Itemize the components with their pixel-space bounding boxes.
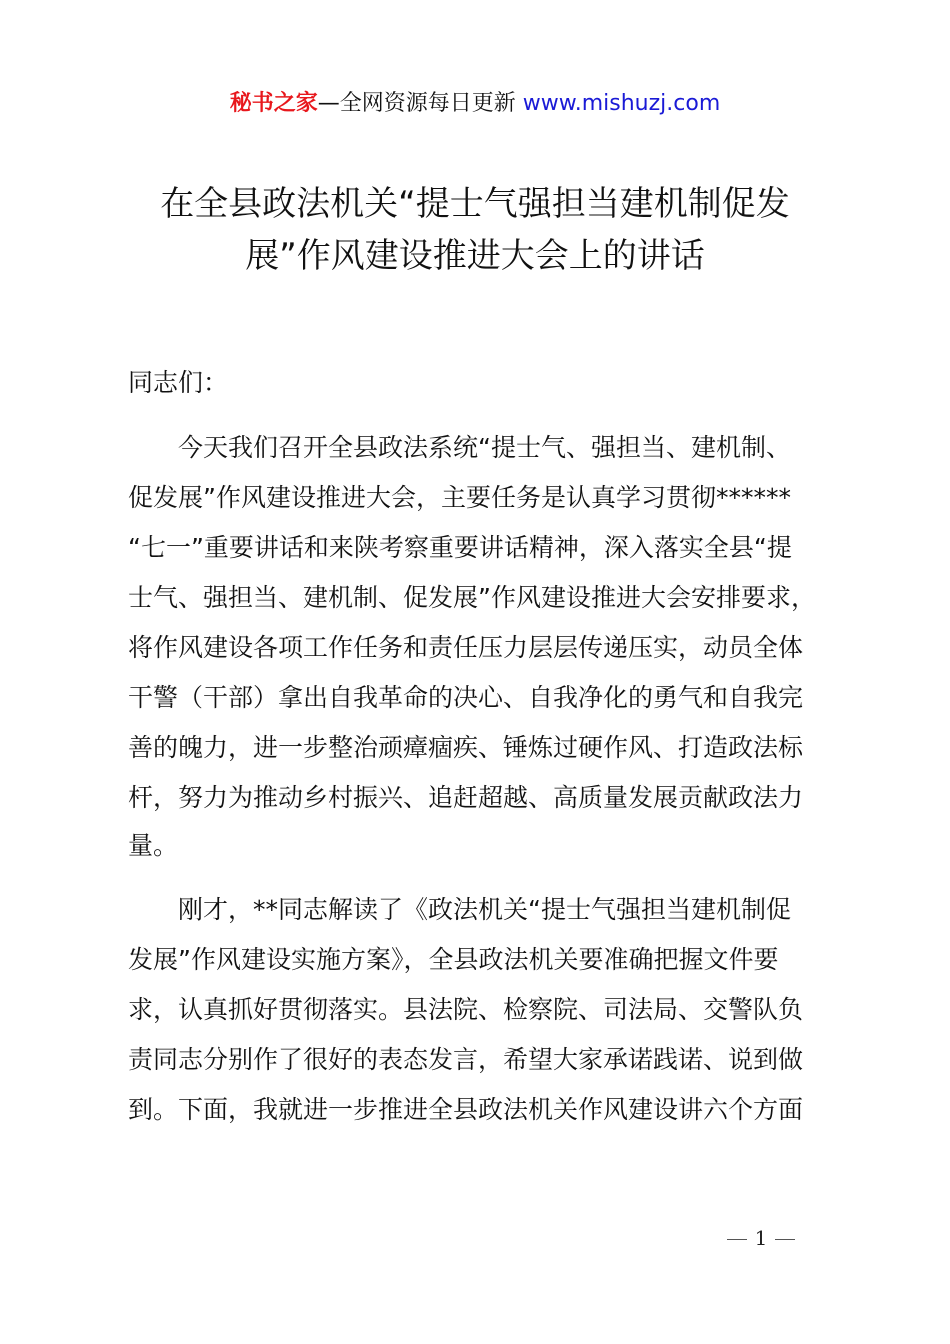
site-url-link[interactable]: www.mishuzj.com (522, 91, 721, 116)
page-number (716, 1226, 806, 1250)
paragraph-line: 善的魄力，进一步整治顽瘴痼疾、锤炼过硬作风、打造政法标 (128, 733, 804, 762)
paragraph-line: 量。 (128, 831, 179, 860)
dash-left (727, 1239, 747, 1240)
paragraph-line: 发展”作风建设实施方案》，全县政法机关要准确把握文件要 (128, 945, 779, 974)
paragraph-line: 干警（干部）拿出自我革命的决心、自我净化的勇气和自我完 (128, 683, 804, 712)
paragraph-line: 士气、强担当、建机制、促发展”作风建设推进大会安排要求， (128, 583, 816, 612)
header-slogan: —全网资源每日更新 (317, 91, 516, 116)
paragraph-line: 刚才，**同志解读了《政法机关“提士气强担当建机制促 (178, 895, 791, 924)
paragraph-line: 到。下面，我就进一步推进全县政法机关作风建设讲六个方面 (128, 1095, 804, 1124)
dash-right (775, 1239, 795, 1240)
paragraph-line: 促发展”作风建设推进大会，主要任务是认真学习贯彻****** (128, 483, 791, 512)
paragraph-line: 今天我们召开全县政法系统“提士气、强担当、建机制、 (178, 433, 791, 462)
salutation: 同志们： (128, 368, 229, 397)
brand-name: 秘书之家 (229, 91, 318, 116)
paragraph-line: 责同志分别作了很好的表态发言，希望大家承诺践诺、说到做 (128, 1045, 804, 1074)
document-title (100, 178, 850, 282)
site-header (0, 88, 950, 120)
page-number-value: 1 (754, 1226, 768, 1250)
paragraph-line: 将作风建设各项工作任务和责任压力层层传递压实，动员全体 (128, 633, 804, 662)
title-line: 展”作风建设推进大会上的讲话 (245, 236, 705, 276)
paragraph-line: 杆，努力为推动乡村振兴、追赶超越、高质量发展贡献政法力 (128, 783, 804, 812)
paragraph-line: 求，认真抓好贯彻落实。县法院、检察院、司法局、交警队负 (128, 995, 804, 1024)
paragraph-line: “七一”重要讲话和来陕考察重要讲话精神，深入落实全县“提 (128, 533, 792, 562)
title-line: 在全县政法机关“提士气强担当建机制促发 (160, 184, 790, 224)
